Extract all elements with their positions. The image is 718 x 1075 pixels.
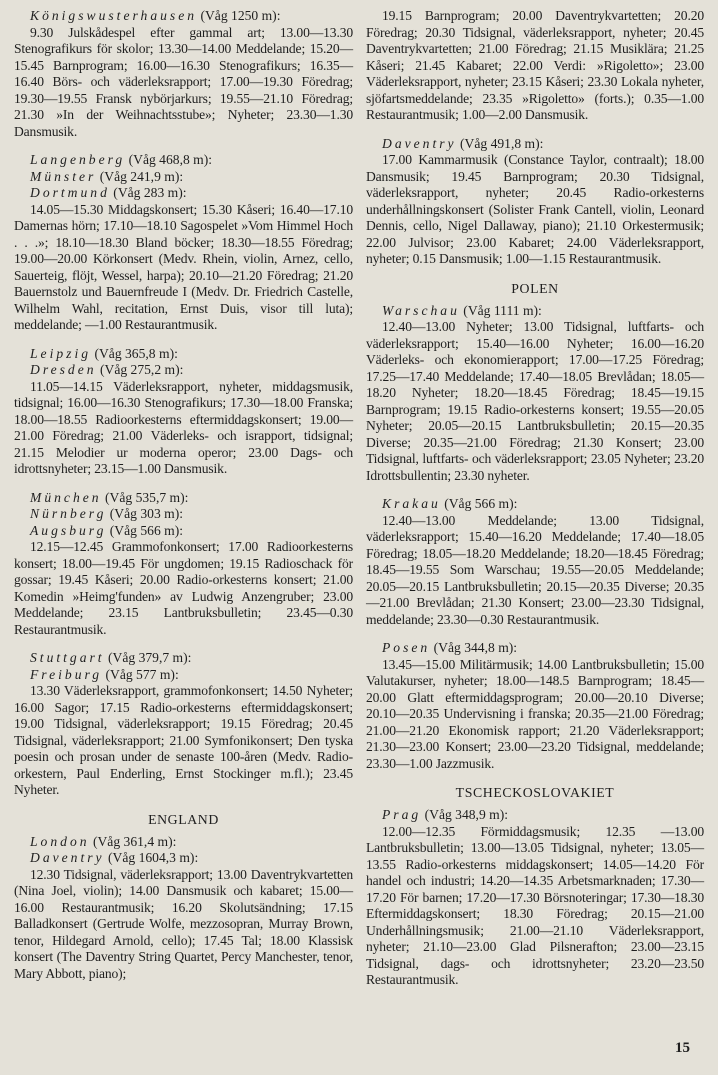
country-heading-tscheckoslovakiet: TSCHECKOSLOVAKIET: [455, 785, 615, 800]
station-heading-munchen: [14, 490, 353, 507]
station-heading-dortmund: [14, 185, 353, 202]
wavelength: (Våg 491,8 m):: [460, 135, 544, 151]
wavelength: (Våg 577 m):: [105, 666, 179, 682]
station-entry: [366, 8, 704, 124]
station-name: Warschau: [382, 302, 460, 318]
left-column: [14, 8, 353, 994]
station-name: Posen: [382, 640, 431, 655]
station-entry: [366, 303, 704, 485]
wavelength: (Våg 1111 m):: [463, 302, 542, 318]
station-entry: [366, 136, 704, 268]
wavelength: (Våg 283 m):: [113, 185, 187, 200]
station-entry: [14, 650, 353, 799]
station-name: London: [30, 833, 90, 849]
station-heading-daventry: [366, 136, 704, 153]
station-entry: [14, 834, 353, 983]
program-listing: 14.05—15.30 Middagskonsert; 15.30 Kåseri; 16.40—17.10 Damernas hörn; 17.10—18.10 Sagospelet »Vom Himmel Hoch . . .»; 18.10—18.30 Bland böcker; 18.30—18.55 Föredrag; 19.00—20.00 Körkonsert (Medv. Rhein, violin, Arnez, cello, Sauerteig, flöjt, Wessel, harpa); 20.10—21.20 Föredrag; 21.20 Bauernstolz und Bauernfreude I (Medv. Dr. Friedrich Castelle, Wilhelm Wahl, recitation, Ernst Duis, visor till luta); meddelande; —1.00 Restaurantmusik.: [14, 201, 353, 332]
station-name: Dresden: [30, 362, 97, 377]
wavelength: (Våg 348,9 m):: [424, 807, 509, 822]
station-heading-daventry: [14, 850, 353, 867]
station-heading-nurnberg: [14, 506, 353, 523]
wavelength: (Våg 379,7 m):: [108, 650, 192, 665]
station-heading-munster: [14, 169, 353, 186]
program-listing: 13.45—15.00 Militärmusik; 14.00 Lantbruksbulletin; 15.00 Valutakurser, nyheter; 18.00—148.5 Barnprogram; 18.45—20.00 Glatt eftermiddagsprogram; 20.00—20.10 Diverse; 20.10—20.35 Undervisning i franska; 20.35—21.00 Föredrag; 21.00—21.20 Ekonomisk rapport; 21.20 Väderleksrapport; 21.30—23.00 Konsert; 23.00—23.20 Tidsignal, meddelande; 23.30—1.00 Jazzmusik.: [366, 656, 704, 771]
program-listing: 19.15 Barnprogram; 20.00 Daventrykvartetten; 20.20 Föredrag; 20.30 Tidsignal, väderleksrapport, nyheter; 20.45 Daventrykvartetten; 21.00 Föredrag; 21.15 Musiklära; 21.25 Kåseri; 21.45 Kabaret; 22.00 Verdi: »Rigoletto»; 23.00 Väderleksrapport, nyheter; 23.15 Kåseri; 23.30 Lokala nyheter, sjöfartsmeddelande; 23.35 »Rigoletto» (forts.); 0.35—1.00 Restaurantmusik; 1.00—2.00 Dansmusik.: [366, 8, 704, 122]
station-heading-prag: [366, 807, 704, 824]
program-listing: 13.30 Väderleksrapport, grammofonkonsert; 14.50 Nyheter; 16.00 Sagor; 17.15 Radio-orkesterns eftermiddagskonsert; 19.00 Tidsignal, väderleksrapport; 19.15 Föredrag; 20.45 Tidsignal, väderleksrapport; 21.00 Symfonikonsert; Den tyska poesin och prosan under de senaste 100-åren (Medv. Radio-orkestern, Paul Enderling, Ernst Stockinger m.fl.); 23.45 Nyheter.: [14, 683, 353, 797]
station-name: Daventry: [382, 135, 457, 151]
station-heading-konigswusterhausen: [14, 8, 353, 25]
station-heading-stuttgart: [14, 650, 353, 667]
station-name: Augsburg: [30, 522, 107, 538]
station-entry: [14, 346, 353, 478]
station-name: Königswusterhausen: [30, 8, 198, 23]
wavelength: (Våg 303 m):: [109, 506, 184, 521]
station-heading-freiburg: [14, 667, 353, 684]
station-name: Freiburg: [30, 666, 103, 682]
station-name: Prag: [382, 807, 422, 822]
station-heading-augsburg: [14, 523, 353, 540]
station-heading-langenberg: [14, 152, 353, 169]
country-heading-polen: POLEN: [511, 280, 559, 296]
program-listing: 12.40—13.00 Meddelande; 13.00 Tidsignal, väderleksrapport; 15.40—16.20 Meddelande; 17.40—18.05 Föredrag; 18.05—18.20 Meddelande; 18.20—18.45 Föredrag; 18.45—19.55 Som Warschau; 19.55—20.05 Meddelande; 20.05—20.15 Lantbruksbulletin; 20.15—20.35 Diverse; 20.35—21.00 Brevlådan; 21.30 Konsert; 23.00—23.30 Tidsignal, meddelande; 23.30—0.30 Restaurantmusik.: [366, 512, 704, 627]
page-number: 15: [675, 1040, 690, 1056]
program-listing: 12.15—12.45 Grammofonkonsert; 17.00 Radioorkesterns konsert; 18.00—19.45 För ungdomen; 19.15 Radioschack för gossar; 19.45 Kåseri; 20.00 Radio-orkesterns konsert; 21.00 Komedin »Heimg'funden» av Ludwig Anzengruber; 23.00 Meddelande; 23.15 Lantbruksbulletin; 23.45—0.30 Restaurantmusik.: [14, 539, 353, 637]
program-listing: 12.40—13.00 Nyheter; 13.00 Tidsignal, luftfarts- och väderleksrapport; 15.40—16.00 Nyheter; 16.00—16.20 Väderleks- och ekonomierapport; 17.00—17.25 Föredrag; 17.25—17.40 Meddelande; 17.40—18.05 Brevlådan; 18.05—18.20 Nyheter; 18.20—18.45 Föredrag; 18.45—19.15 Barnprogram; 19.15 Radio-orkesterns konsert; 19.55—20.05 Nyheter; 20.05—20.15 Lantbruksbulletin; 20.15—20.35 Diverse; 20.35—21.00 Föredrag; 21.30 Konsert; 23.00 Tidsignal, luftfarts- och väderleksrapport; 23.05 Nyheter; 23.20 Idrottsbullentin; 23.30 nyheter.: [366, 319, 704, 483]
wavelength: (Våg 1250 m):: [200, 8, 281, 23]
station-entry: [366, 807, 704, 989]
station-name: Münster: [30, 168, 97, 184]
station-heading-krakau: [366, 496, 704, 513]
wavelength: (Våg 1604,3 m):: [108, 850, 199, 865]
wavelength: (Våg 361,4 m):: [92, 833, 177, 849]
wavelength: (Våg 344,8 m):: [433, 640, 518, 655]
station-name: München: [30, 489, 102, 505]
country-heading-england: ENGLAND: [148, 811, 219, 827]
station-name: Nürnberg: [30, 506, 107, 521]
station-name: Stuttgart: [30, 650, 105, 665]
wavelength: (Våg 241,9 m):: [99, 168, 184, 184]
station-name: Langenberg: [30, 152, 126, 167]
program-listing: 12.30 Tidsignal, väderleksrapport; 13.00 Daventrykvartetten (Nina Joel, violin); 14.00 Dansmusik och kabaret; 15.00—16.00 Restaurantmusik; 16.20 Skolutsändning; 17.15 Balladkonsert (Gertrude Wolfe, mezzosopran, Murray Brown, tenor, Hildegard Arnold, cello); 17.45 Tal; 18.00 Klassisk konsert (The Daventry String Quartet, Percy Manchester, tenor, Mary Abbott, piano);: [14, 866, 353, 981]
wavelength: (Våg 365,8 m):: [94, 345, 178, 361]
program-listing: 17.00 Kammarmusik (Constance Taylor, contraalt); 18.00 Dansmusik; 19.45 Barnprogram; 20.30 Tidsignal, väderleksrapport, nyheter; 20.45 Radio-orkesterns underhållningskonsert (Solister Frank Cantell, violin, Leonard Dennis, cello, Nigel Dallaway, piano); 21.10 Orkestermusik; 22.00 Julvisor; 23.00 Kabaret; 24.00 Väderleksrapport, nyheter; 0.15 Dansmusik; 1.00—1.15 Restaurantmusik.: [366, 152, 704, 266]
station-name: Dortmund: [30, 185, 110, 200]
program-listing: 11.05—14.15 Väderleksrapport, nyheter, middagsmusik, tidsignal; 16.00—16.30 Stenografikurs; 17.30—18.00 Franska; 18.00—18.55 Radioorkesterns eftermiddagskonsert; 19.00—21.00 Föredrag; 21.00 Väderleks- och israpport, tidsignal; 21.15 Melodier ur moderna operor; 23.00 Dags- och idrottsnyheter; 23.15—1.00 Dansmusik.: [14, 378, 353, 476]
station-heading-warschau: [366, 303, 704, 320]
station-name: Leipzig: [30, 345, 92, 361]
right-column: [366, 8, 704, 1001]
station-heading-dresden: [14, 362, 353, 379]
station-heading-posen: [366, 640, 704, 657]
station-entry: [366, 496, 704, 628]
wavelength: (Våg 468,8 m):: [128, 152, 213, 167]
station-entry: [14, 490, 353, 639]
program-listing: 12.00—12.35 Förmiddagsmusik; 12.35 —13.00 Lantbruksbulletin; 13.00—13.05 Tidsignal, nyheter; 13.05—13.55 Radio-orkesterns middagskonsert; 14.05—14.20 För handel och industri; 14.20—14.35 Arbetsmarknaden; 17.30—17.20 För barnen; 17.20—17.30 Börsnoteringar; 17.30—18.30 Eftermiddagskonsert; 18.30 Föredrag; 20.15—21.00 Underhållningsmusik; 21.00—21.10 Väderleksrapport, nyheter; 21.10—23.00 Glad Pilsnerafton; 23.00—23.15 Tidsignal, dags- och idrottsnyheter; 23.20—23.50 Restaurantmusik.: [366, 823, 704, 987]
station-heading-london: [14, 834, 353, 851]
station-heading-leipzig: [14, 346, 353, 363]
station-entry: [366, 640, 704, 772]
wavelength: (Våg 566 m):: [444, 496, 518, 511]
station-entry: [14, 152, 353, 334]
station-name: Krakau: [382, 496, 441, 511]
wavelength: (Våg 566 m):: [109, 522, 184, 538]
program-listing: 9.30 Julskådespel efter gammal art; 13.00—13.30 Stenografikurs för skolor; 13.30—14.00 Meddelande; 15.20—15.45 Barnprogram; 16.00—16.30 Stenografikurs; 16.35—16.40 Börs- och väderleksrapport; 17.00—19.30 Föredrag; 19.30—19.55 Fransk nybörjarkurs; 19.55—21.10 Föredrag; 21.30 »In der Weihnachtsstube»; Nyheter; 23.30—1.30 Dansmusik.: [14, 24, 353, 139]
station-name: Daventry: [30, 850, 105, 865]
wavelength: (Våg 535,7 m):: [105, 489, 189, 505]
wavelength: (Våg 275,2 m):: [99, 362, 184, 377]
station-entry: [14, 8, 353, 140]
